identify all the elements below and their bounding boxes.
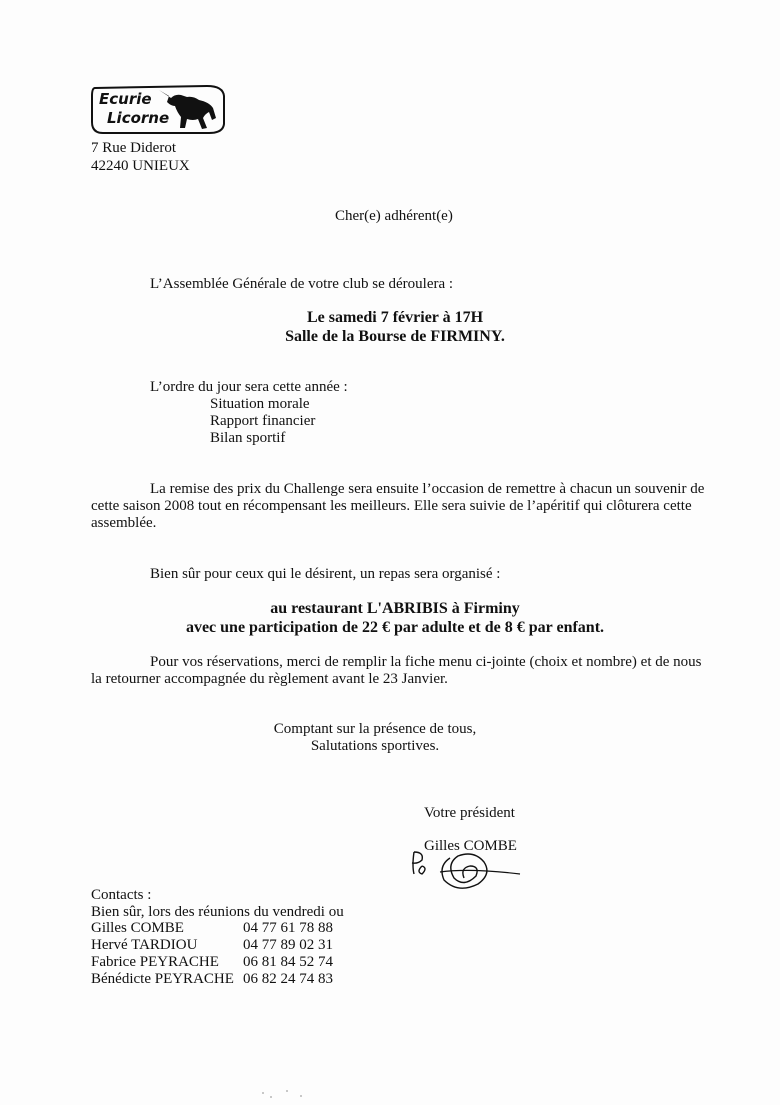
meal-price: avec une participation de 22 € par adulte et de 8 € par enfant. [185,619,605,636]
contact-row [91,920,391,937]
contacts-heading: Contacts : [91,887,152,903]
salutation: Cher(e) adhérent(e) [335,208,453,224]
logo-text-licorne: Licorne [107,109,170,127]
contact-row [91,971,391,988]
challenge-paragraph-line: cette saison 2008 tout en récompensant les meilleurs. Elle sera suivie de l’apéritif qui clôturera cette [91,498,692,514]
contact-phone: 06 81 84 52 74 [243,954,333,970]
address-street: 7 Rue Diderot [91,140,176,156]
closing-line: Comptant sur la présence de tous, [273,721,477,737]
agenda-item: Rapport financier [210,413,316,429]
intro-line: L’Assemblée Générale de votre club se déroulera : [150,276,454,292]
scan-artifact [286,1090,288,1092]
scan-artifact [262,1092,264,1094]
contacts-subheading: Bien sûr, lors des réunions du vendredi ou [91,904,344,920]
scan-artifact [300,1095,302,1097]
contact-phone: 04 77 89 02 31 [243,937,333,953]
event-place: Salle de la Bourse de FIRMINY. [285,328,505,345]
signature-name: Gilles COMBE [424,838,517,854]
agenda-intro: L’ordre du jour sera cette année : [150,379,348,395]
agenda-item: Bilan sportif [210,430,286,446]
meal-restaurant: au restaurant L'ABRIBIS à Firminy [270,600,520,617]
logo-text-ecurie: Ecurie [99,90,152,108]
closing-line: Salutations sportives. [310,738,440,754]
reservation-line: Pour vos réservations, merci de remplir la fiche menu ci-jointe (choix et nombre) et de nous [150,654,702,670]
contact-phone: 04 77 61 78 88 [243,920,333,936]
challenge-paragraph-line: La remise des prix du Challenge sera ensuite l’occasion de remettre à chacun un souvenir de [150,481,705,497]
contact-row [91,937,391,954]
club-logo [89,84,226,135]
scan-artifact [270,1096,272,1098]
meal-intro: Bien sûr pour ceux qui le désirent, un repas sera organisé : [150,566,501,582]
contact-name: Gilles COMBE [91,920,184,936]
signature-title: Votre président [424,805,515,821]
contact-row [91,954,391,971]
contact-name: Bénédicte PEYRACHE [91,971,234,987]
event-date: Le samedi 7 février à 17H [306,309,484,326]
challenge-paragraph-line: assemblée. [91,515,157,531]
contact-name: Hervé TARDIOU [91,937,198,953]
agenda-item: Situation morale [210,396,310,412]
handwritten-signature [400,838,525,896]
address-city: 42240 UNIEUX [91,158,190,174]
contact-name: Fabrice PEYRACHE [91,954,219,970]
contact-phone: 06 82 24 74 83 [243,971,333,987]
reservation-line: la retourner accompagnée du règlement avant le 23 Janvier. [91,671,448,687]
